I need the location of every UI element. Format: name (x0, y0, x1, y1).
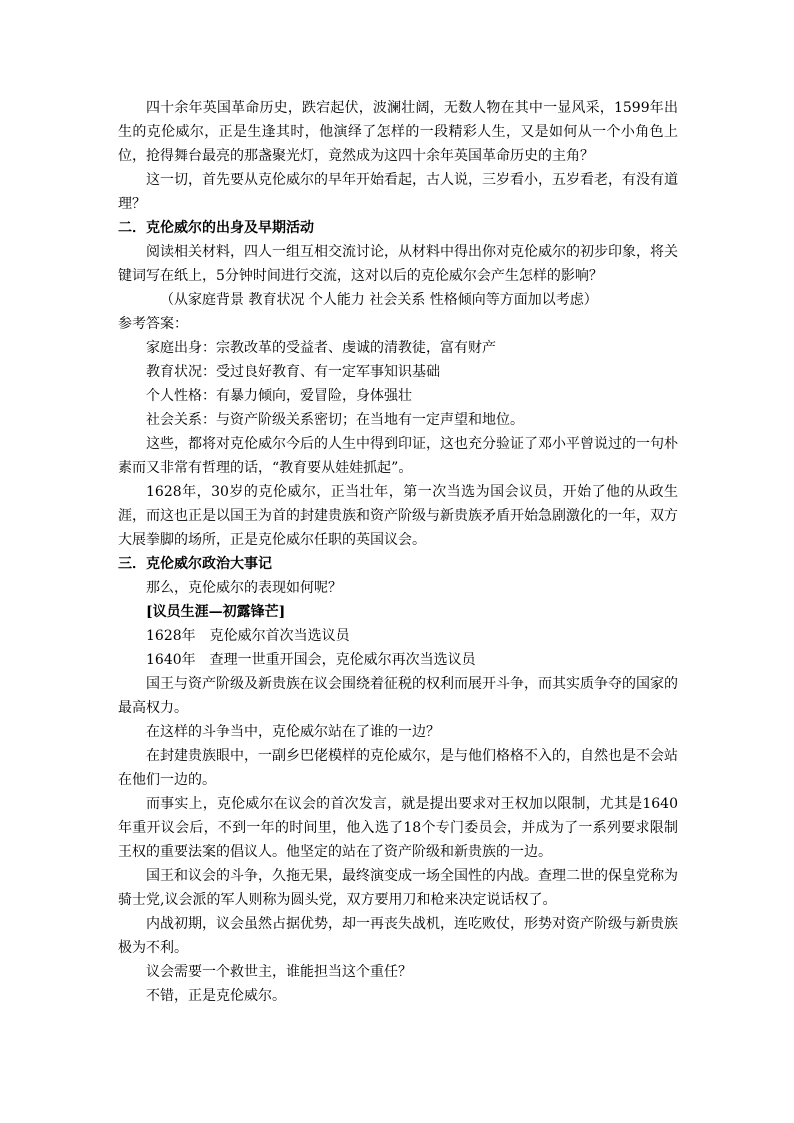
paragraph-nobility: 在封建贵族眼中，一副乡巴佬模样的克伦威尔，是与他们格格不入的，自然也是不会站在他们一边的。 (118, 748, 678, 788)
paragraph-struggle: 国王与资产阶级及新贵族在议会围绕着征税的权利而展开斗争，而其实质争夺的国家的最高权力。 (118, 676, 678, 716)
answer-education: 教育状况：受过良好教育、有一定军事知识基础 (146, 364, 440, 380)
paragraph-confirmation: 这些，都将对克伦威尔今后的人生中得到印证，这也充分验证了邓小平曾说过的一句朴素而又非常有哲理的话，“教育要从娃娃抓起”。 (118, 436, 678, 476)
paragraph-answer-cromwell: 不错，正是克伦威尔。 (146, 988, 286, 1004)
subheading-mp-career: [议员生涯—初露锋芒] (146, 604, 286, 620)
paragraph-early-war: 内战初期，议会虽然占据优势，却一再丧失战机，连吃败仗，形势对资产阶级与新贵族极为不利。 (118, 916, 678, 956)
document-page (118, 96, 678, 1008)
timeline-1628: 1628年 克伦威尔首次当选议员 (146, 628, 350, 644)
answer-family: 家庭出身：宗教改革的受益者、虔诚的清教徒，富有财产 (146, 340, 496, 356)
paragraph-side-question: 在这样的斗争当中，克伦威尔站在了谁的一边？ (146, 724, 440, 740)
paragraph-hint: （从家庭背景 教育状况 个人能力 社会关系 性格倾向等方面加以考虑） (160, 292, 598, 308)
paragraph-task: 阅读相关材料，四人一组互相交流讨论，从材料中得出你对克伦威尔的初步印象，将关键词写在纸上，5分钟时间进行交流，这对以后的克伦威尔会产生怎样的影响？ (118, 244, 678, 284)
paragraph-question: 这一切，首先要从克伦威尔的早年开始看起，古人说，三岁看小，五岁看老，有没有道理？ (118, 172, 678, 212)
timeline-1640: 1640年 查理一世重开国会，克伦威尔再次当选议员 (146, 652, 476, 668)
paragraph-performance: 那么，克伦威尔的表现如何呢？ (146, 580, 342, 596)
answer-social: 社会关系：与资产阶级关系密切；在当地有一定声望和地位。 (146, 412, 524, 428)
paragraph-first-speech: 而事实上，克伦威尔在议会的首次发言，就是提出要求对王权加以限制，尤其是1640年重开议会后，不到一年的时间里，他入选了18个专门委员会，并成为了一系列要求限制王权的重要法案的倡议人。他坚定的站在了资产阶级和新贵族的一边。 (118, 796, 678, 860)
paragraph-savior-question: 议会需要一个救世主，谁能担当这个重任？ (146, 964, 412, 980)
answer-personality: 个人性格：有暴力倾向，爱冒险，身体强壮 (146, 388, 412, 404)
section-heading-2: 二．克伦威尔的出身及早期活动 (118, 220, 314, 236)
section-heading-3: 三．克伦威尔政治大事记 (118, 556, 272, 572)
paragraph-intro: 四十余年英国革命历史，跌宕起伏，波澜壮阔，无数人物在其中一显风采，1599年出生的克伦威尔，正是生逢其时，他演绎了怎样的一段精彩人生，又是如何从一个小角色上位，抢得舞台最亮的那盏聚光灯，竟然成为这四十余年英国革命历史的主角？ (118, 100, 678, 164)
paragraph-civil-war: 国王和议会的斗争，久拖无果，最终演变成一场全国性的内战。查理二世的保皇党称为骑士党,议会派的军人则称为圆头党，双方要用刀和枪来决定说话权了。 (118, 868, 678, 908)
answer-label: 参考答案： (118, 316, 188, 332)
paragraph-1628: 1628年，30岁的克伦威尔，正当壮年，第一次当选为国会议员，开始了他的从政生涯，而这也正是以国王为首的封建贵族和资产阶级与新贵族矛盾开始急剧激化的一年，双方大展拳脚的场所，正是克伦威尔任职的英国议会。 (118, 484, 678, 548)
